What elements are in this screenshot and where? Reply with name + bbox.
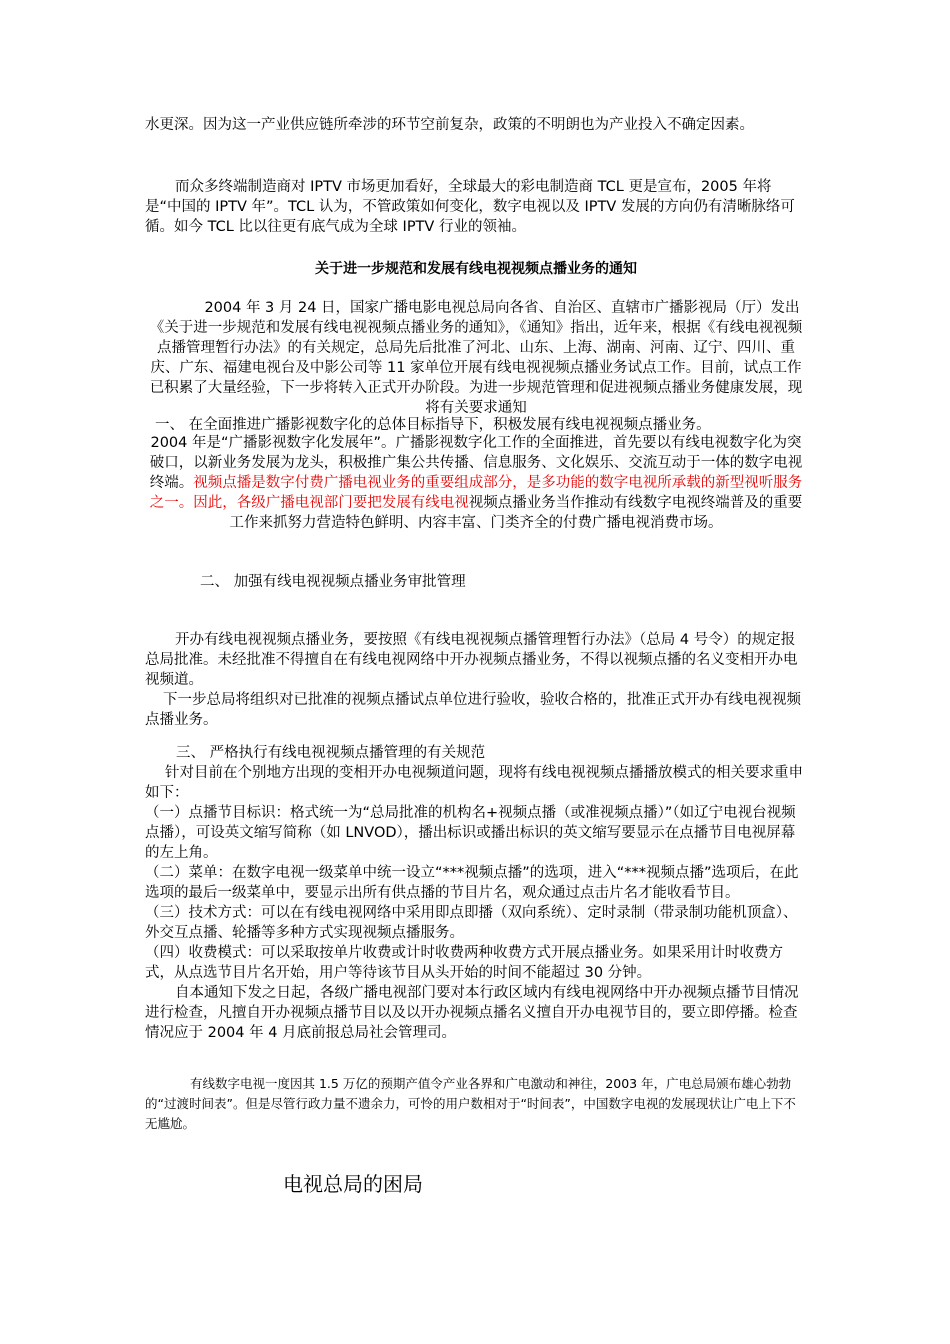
- highlighted-text: 视频点播是数字付费广播电视业务的重要组成部分，是多功能的数字电视所承载的新型视听服务之一。因此，各级广播电视部门要把发展有线电视: [149, 475, 803, 511]
- notice-intro-text: 2004 年 3 月 24 日，国家广播电影电视总局向各省、自治区、直辖市广播影视局（厅）发出《关于进一步规范和发展有线电视视频点播业务的通知》，《通知》指出，近年来，根据《有线电视视频点播管理暂行办法》的有关规定，总局先后批准了河北、山东、上海、湖南、河南、辽宁、四川、重庆、广东、福建电视台及中影公司等 11 家单位开展有线电视视频点播业务试点工作。目前，试点工作已积累了大量经验，下一步将转入正式开办阶段。为进一步规范管理和促进视频点播业务健康发展，现将有关要求通知: [149, 300, 803, 416]
- section-3-heading: 三、 严格执行有线电视视频点播管理的有关规范: [176, 745, 486, 761]
- section-2-paragraph: 开办有线电视视频点播业务，要按照《有线电视视频点播管理暂行办法》（总局 4 号令）的规定报总局批准。未经批准不得擅自在有线电视网络中开办视频点播业务，不得以视频点播的名义变相开办电视频道。: [145, 632, 798, 688]
- paragraph: [145, 177, 807, 237]
- list-item: （二）菜单：在数字电视一级菜单中统一设立“***视频点播”的选项，进入“***视频点播”选项后，在此选项的最后一级菜单中，要显示出所有供点播的节目片名，观众通过点击片名才能收看节目。: [145, 865, 799, 901]
- paragraph: [145, 115, 807, 135]
- section-3-intro: 针对目前在个别地方出现的变相开办电视频道问题，现将有线电视视频点播播放模式的相关要求重申如下：: [145, 765, 803, 801]
- section-2-paragraph: 下一步总局将组织对已批准的视频点播试点单位进行验收，验收合格的，批准正式开办有线电视视频点播业务。: [145, 692, 801, 728]
- lead-text: 有线数字电视一度因其 1.5 万亿的预期产值令产业各界和广电激动和神往，2003 年，广电总局颁布雄心勃勃的“过渡时间表”。但是尽管行政力量不遗余力，可怜的用户数相对于“时间表”，中国数字电视的发展现状让广电上下不无尴尬。: [145, 1076, 796, 1131]
- paragraph-text: 而众多终端制造商对 IPTV 市场更加看好，全球最大的彩电制造商 TCL 更是宣布，2005 年将是“中国的 IPTV 年”。TCL 认为，不管政策如何变化，数字电视以及 IPTV 发展的方向仍有清晰脉络可循。如今 TCL 比以往更有底气成为全球 IPTV 行业的领袖。: [145, 179, 795, 235]
- section-2-heading: 二、 加强有线电视视频点播业务审批管理: [200, 574, 466, 590]
- section-3-body: [145, 763, 807, 1043]
- list-item: （一）点播节目标识：格式统一为“总局批准的机构名+视频点播（或准视频点播）”（如辽宁电视台视频点播），可设英文缩写简称（如 LNVOD），播出标识或播出标识的英文缩写要显示在点播节目电视屏幕的左上角。: [145, 805, 796, 861]
- section-1-body: [145, 433, 807, 533]
- list-item: （四）收费模式：可以采取按单片收费或计时收费两种收费方式开展点播业务。如果采用计时收费方式，从点选节目片名开始，用户等待该节目从头开始的时间不能超过 30 分钟。: [145, 945, 783, 981]
- notice-title: 关于进一步规范和发展有线电视视频点播业务的通知: [315, 261, 637, 277]
- list-item: （三）技术方式：可以在有线电视网络中采用即点即播（双向系统）、定时录制（带录制功能机顶盒）、外交互点播、轮播等多种方式实现视频点播服务。: [145, 905, 798, 941]
- paragraph-text: 水更深。因为这一产业供应链所牵涉的环节空前复杂，政策的不明朗也为产业投入不确定因素。: [145, 117, 754, 133]
- section-2-body: [145, 630, 807, 730]
- section-heading: 电视总局的困局: [283, 1172, 423, 1196]
- lead-paragraph: [145, 1074, 807, 1134]
- section-1-text: 2004 年是“广播影视数字化发展年”。广播影视数字化工作的全面推进，首先要以有线电视数字化为突破口，以新业务发展为龙头，积极推广集公共传播、信息服务、文化娱乐、交流互动于一体的数字电视终端。视频点播是数字付费广播电视业务的重要组成部分，是多功能的数字电视所承载的新型视听服务之一。因此，各级广播电视部门要把发展有线电视视频点播业务当作推动有线数字电视终端普及的重要工作来抓努力营造特色鲜明、内容丰富、门类齐全的付费广播电视消费市场。: [149, 435, 803, 531]
- section-1-heading: 一、 在全面推进广播影视数字化的总体目标指导下，积极发展有线电视视频点播业务。: [155, 417, 711, 433]
- section-3-closing: 自本通知下发之日起，各级广播电视部门要对本行政区域内有线电视网络中开办视频点播节目情况进行检查，凡擅自开办视频点播节目以及以开办视频点播名义擅自开办电视节目的，要立即停播。检查情况应于 2004 年 4 月底前报总局社会管理司。: [145, 985, 799, 1041]
- notice-intro: [145, 298, 807, 418]
